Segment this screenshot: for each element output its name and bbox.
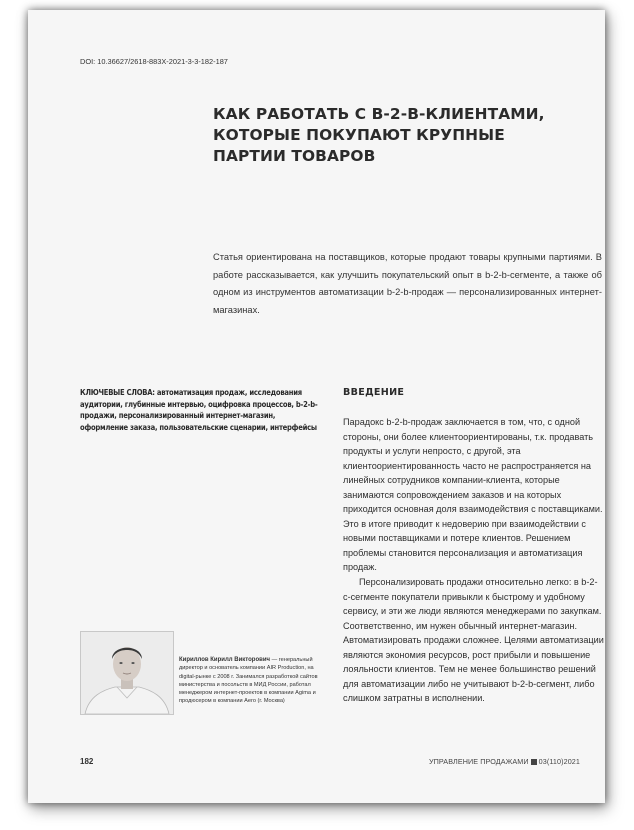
author-bio	[179, 656, 329, 706]
section-heading: ВВЕДЕНИЕ	[343, 387, 405, 398]
journal-issue: 03(110)2021	[538, 757, 580, 766]
author-description: — генеральный директор и основатель компании AIR Production, на digital-рынке с 2008 г. Занимался разработкой сайтов министерства и посольств в МИД России, работал менеджером интернет-проектов в компании Agima и продюсером в компании Aero (г. Москва)	[179, 657, 318, 705]
article-title: КАК РАБОТАТЬ С B-2-B-КЛИЕНТАМИ, КОТОРЫЕ ПОКУПАЮТ КРУПНЫЕ ПАРТИИ ТОВАРОВ	[213, 105, 545, 165]
body-text	[343, 415, 605, 706]
author-photo	[80, 631, 174, 715]
keywords-text: автоматизация продаж, исследования аудитории, глубинные интервью, оцифровка процессов, b-2-b-продажи, персонализированный интернет-магазин, оформление заказа, пользовательские сценарии, интерфейсы	[80, 388, 318, 432]
author-name: Кириллов Кирилл Викторович	[179, 657, 271, 663]
page-number: 182	[80, 757, 94, 766]
keywords-label: КЛЮЧЕВЫЕ СЛОВА:	[80, 388, 155, 397]
paragraph: Персонализировать продажи относительно легко: в b-2-c-сегменте покупатели привыкли к быстрому и удобному сервису, и эти же люди являются менеджерами по закупкам. Соответственно, им нужен обычный интернет-магазин. Автоматизировать продажи сложнее. Целями автоматизации являются экономия ресурсов, рост прибыли и повышение лояльности клиентов. Тем не менее большинство решений для автоматизации либо не учитывают b-2-b-сегмент, либо слишком затратны в исполнении.	[343, 577, 604, 704]
document-page	[28, 10, 605, 803]
keywords-block	[80, 387, 320, 433]
author-portrait-icon	[81, 632, 173, 714]
paragraph: Парадокс b-2-b-продаж заключается в том, что, с одной стороны, они более клиентоориентированы, т.к. продавать продукты и услуги непросто, с другой, эта клиентоориентированность часто не распространяется на линейных сотрудников компании-клиента, которые занимаются сопровождением заказов и на которых приходится основная доля взаимодействия с поставщиками. Это в итоге приводит к недоверию при взаимодействии с новыми поставщиками и потере клиентов. Решением проблемы становится персонализация и автоматизация продаж.	[343, 417, 603, 573]
abstract: Статья ориентирована на поставщиков, которые продают товары крупными партиями. В работе рассказывается, как улучшить покупательский опыт в b-2-b-сегменте, а также об одном из инструментов автоматизации b-2-b-продаж — персонализированных интернет-магазинах.	[213, 252, 602, 315]
journal-footer	[429, 757, 580, 766]
journal-name: УПРАВЛЕНИЕ ПРОДАЖАМИ	[428, 757, 529, 766]
separator-square-icon	[531, 759, 537, 765]
doi-line: DOI: 10.36627/2618-883X-2021-3-3-182-187	[80, 57, 228, 66]
